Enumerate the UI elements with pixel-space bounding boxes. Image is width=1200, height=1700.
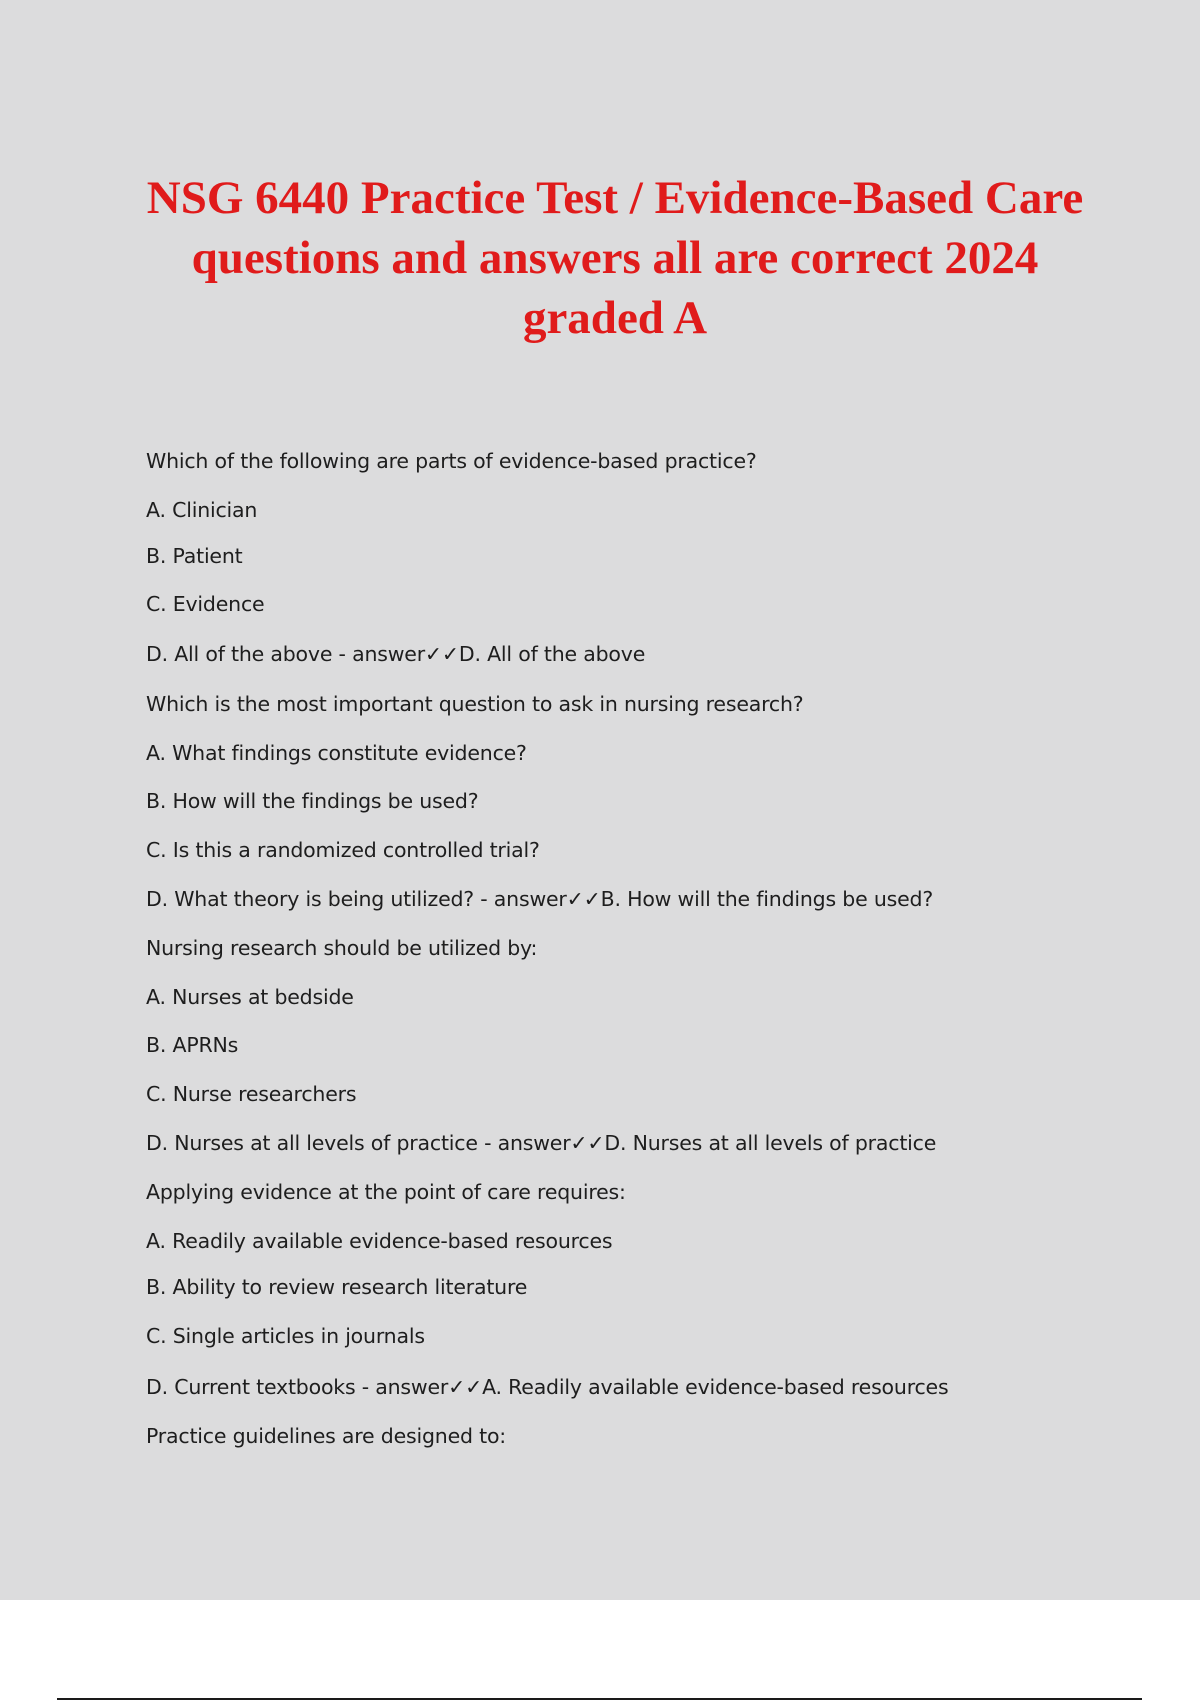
document-title: NSG 6440 Practice Test / Evidence-Based Care questions and answers all are correct 2024 graded A <box>146 172 1084 344</box>
question-3-option-a: A. Nurses at bedside <box>146 985 354 1009</box>
page-footer-area <box>0 1600 1200 1700</box>
question-4-option-d-answer: D. Current textbooks - answer✓✓A. Readily available evidence-based resources <box>146 1375 949 1399</box>
question-1-option-c: C. Evidence <box>146 592 265 616</box>
question-3-option-b: B. APRNs <box>146 1033 239 1057</box>
question-1-option-b: B. Patient <box>146 544 243 568</box>
question-4-option-a: A. Readily available evidence-based resources <box>146 1229 613 1253</box>
question-1-option-d-answer: D. All of the above - answer✓✓D. All of the above <box>146 642 646 666</box>
question-2-option-a: A. What findings constitute evidence? <box>146 741 527 765</box>
question-3-option-c: C. Nurse researchers <box>146 1082 357 1106</box>
question-4-option-c: C. Single articles in journals <box>146 1324 425 1348</box>
question-3-option-d-answer: D. Nurses at all levels of practice - answer✓✓D. Nurses at all levels of practice <box>146 1131 937 1155</box>
question-2-option-b: B. How will the findings be used? <box>146 789 479 813</box>
question-2: Which is the most important question to ask in nursing research? <box>146 692 804 716</box>
question-3: Nursing research should be utilized by: <box>146 936 538 960</box>
question-5: Practice guidelines are designed to: <box>146 1424 507 1448</box>
question-4-option-b: B. Ability to review research literature <box>146 1275 528 1299</box>
question-1: Which of the following are parts of evidence-based practice? <box>146 449 757 473</box>
question-1-option-a: A. Clinician <box>146 498 258 522</box>
question-2-option-c: C. Is this a randomized controlled trial? <box>146 838 540 862</box>
question-4: Applying evidence at the point of care requires: <box>146 1180 626 1204</box>
question-2-option-d-answer: D. What theory is being utilized? - answer✓✓B. How will the findings be used? <box>146 887 934 911</box>
